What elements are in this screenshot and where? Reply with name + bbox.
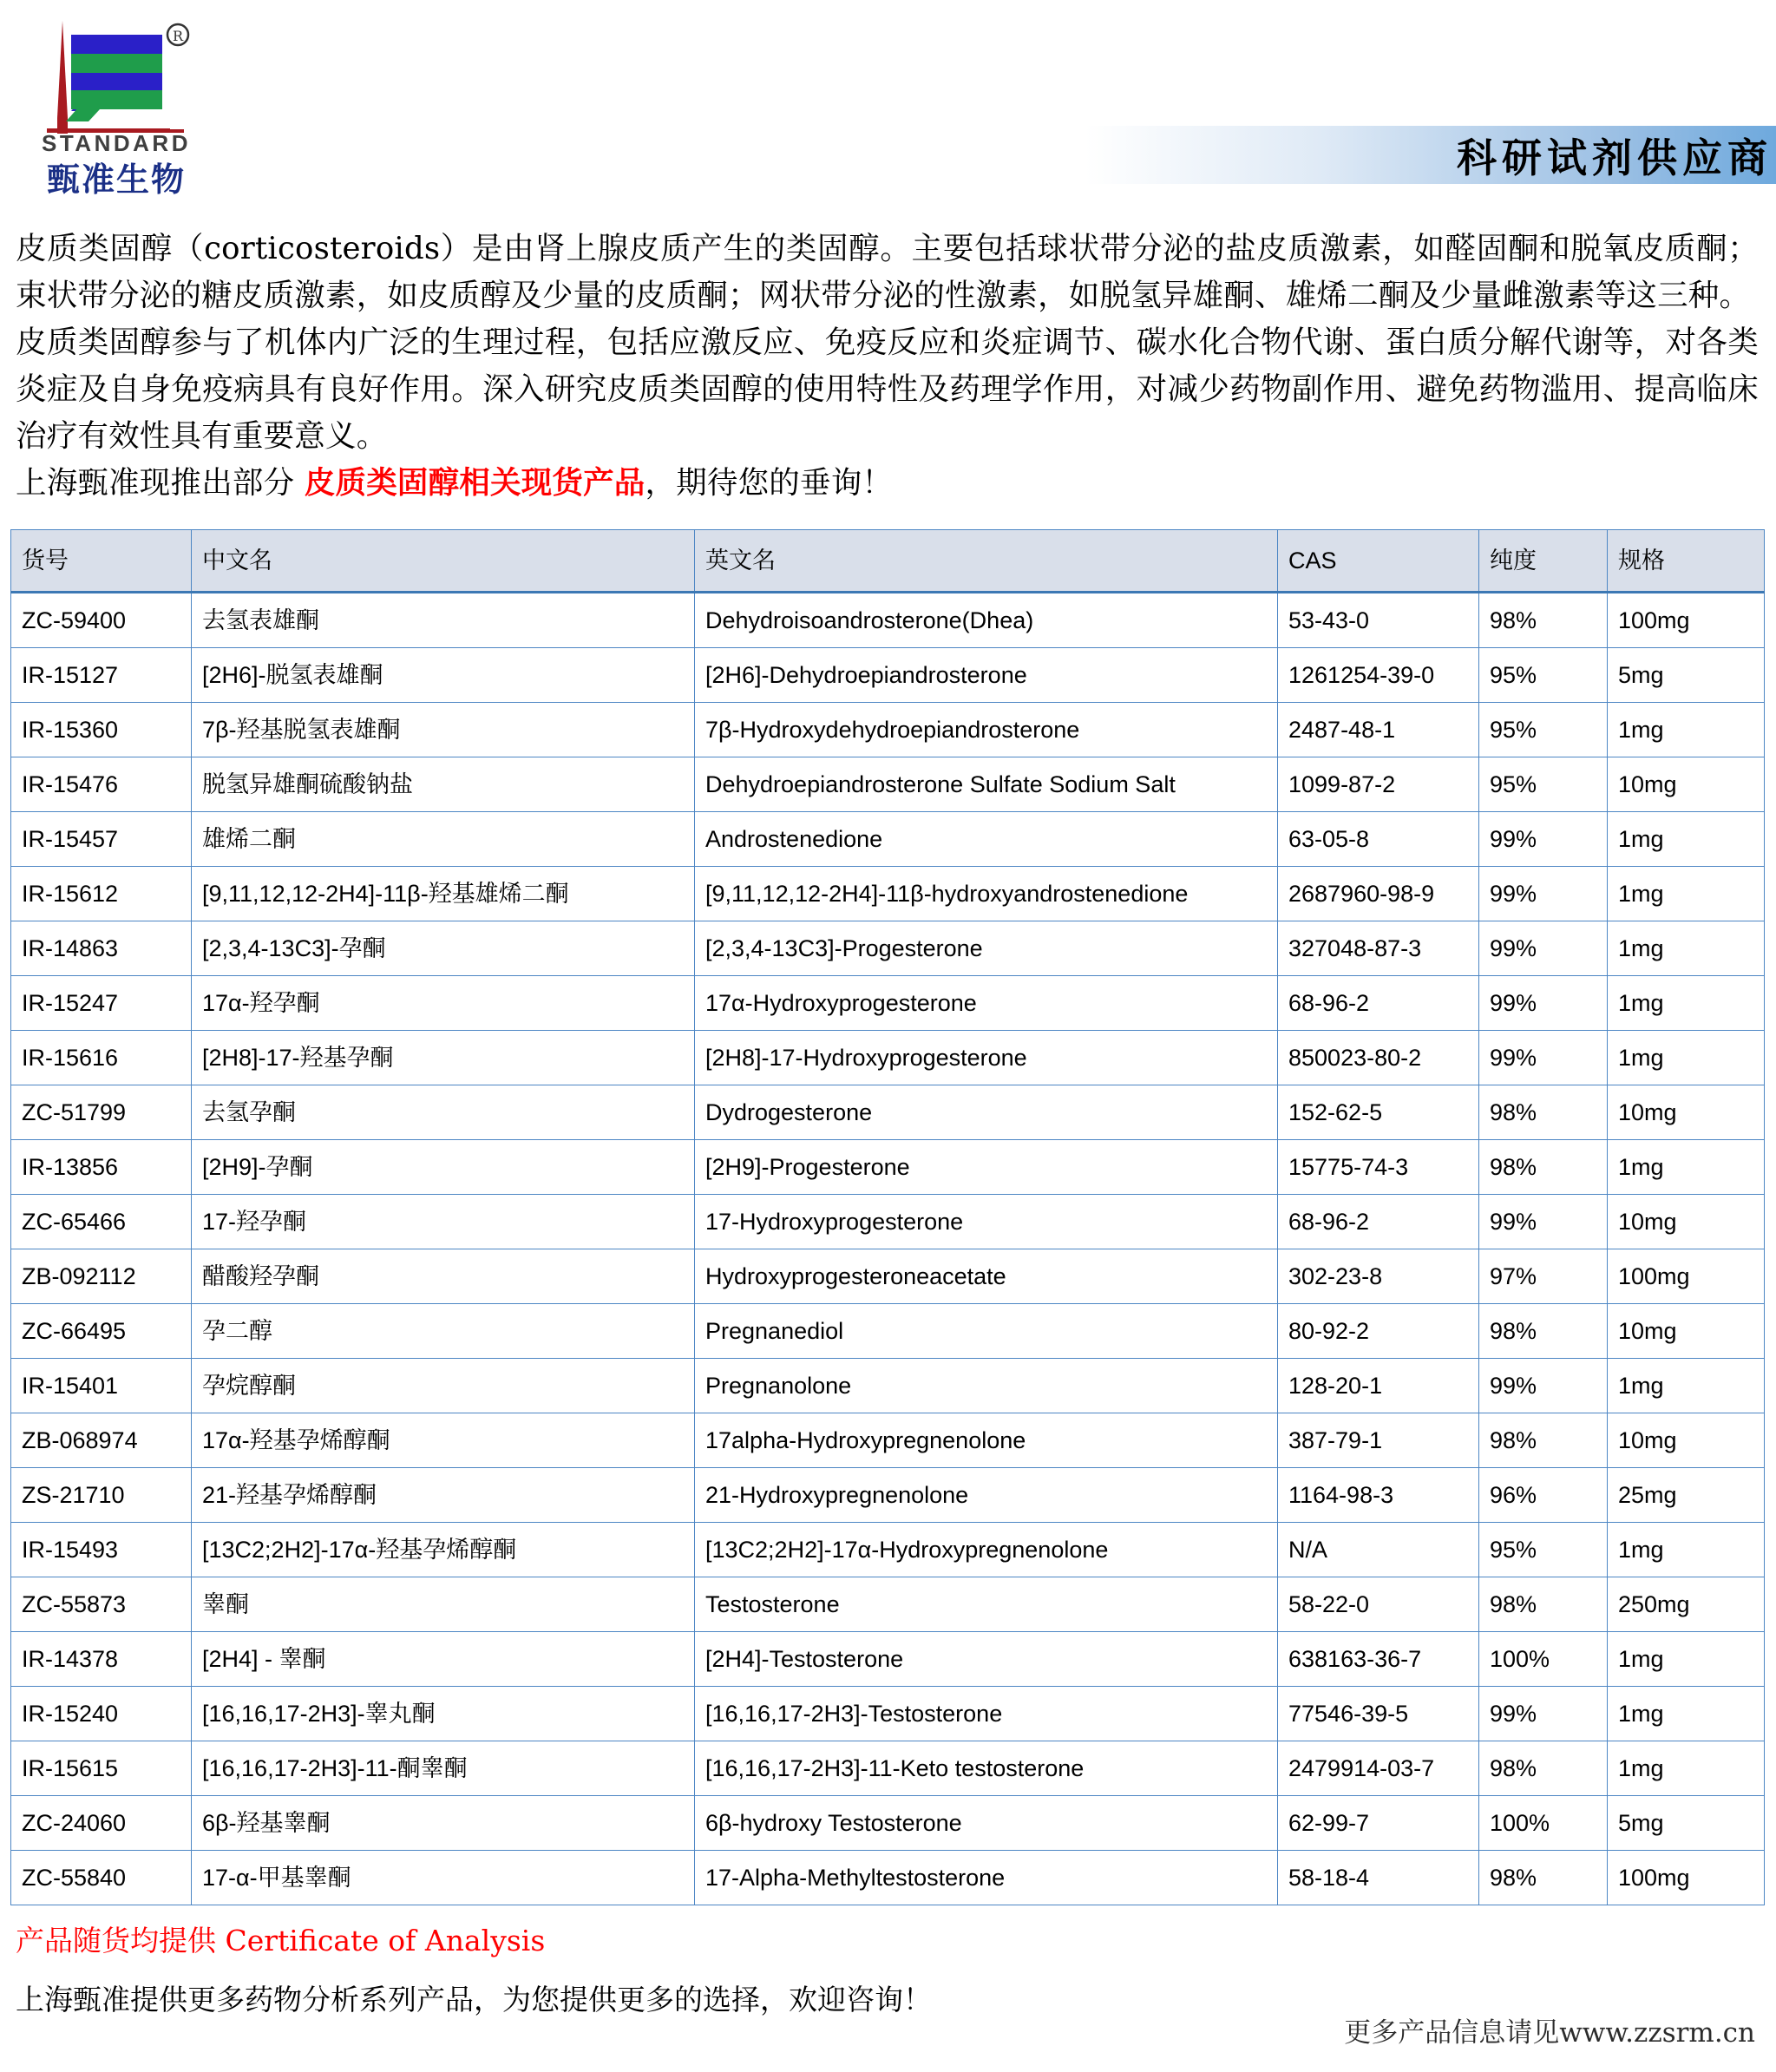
svg-text:甄准生物: 甄准生物 (46, 161, 187, 199)
cell-english-name: Pregnanolone (695, 1359, 1278, 1413)
cell-purity: 99% (1479, 812, 1608, 867)
cell-catalog: ZB-092112 (11, 1249, 192, 1304)
cell-purity: 98% (1479, 1140, 1608, 1195)
cell-english-name: Dehydroisoandrosterone(Dhea) (695, 593, 1278, 648)
cell-spec: 1mg (1608, 976, 1765, 1031)
cell-english-name: Androstenedione (695, 812, 1278, 867)
table-row (11, 703, 1765, 757)
cell-cas: 2487-48-1 (1278, 703, 1479, 757)
cell-purity: 100% (1479, 1796, 1608, 1851)
cell-purity: 95% (1479, 757, 1608, 812)
cell-spec: 1mg (1608, 1687, 1765, 1741)
cell-catalog: IR-14378 (11, 1632, 192, 1687)
cell-spec: 25mg (1608, 1468, 1765, 1523)
cell-spec: 1mg (1608, 812, 1765, 867)
cell-chinese-name: 21-羟基孕烯醇酮 (192, 1468, 695, 1523)
table-row (11, 1249, 1765, 1304)
cell-catalog: ZB-068974 (11, 1413, 192, 1468)
cell-purity: 98% (1479, 1413, 1608, 1468)
header-banner-text: 科研试剂供应商 (1457, 134, 1773, 181)
intro-p3-before: 上海甄准现推出部分 (16, 465, 305, 501)
cell-spec: 1mg (1608, 1523, 1765, 1577)
cell-chinese-name: 6β-羟基睾酮 (192, 1796, 695, 1851)
table-row (11, 1085, 1765, 1140)
cell-chinese-name: 17-羟孕酮 (192, 1195, 695, 1249)
cell-spec: 1mg (1608, 1359, 1765, 1413)
intro-paragraph-1: 皮质类固醇（corticosteroids）是由肾上腺皮质产生的类固醇。主要包括球状带分泌的盐皮质激素，如醛固酮和脱氧皮质酮；束状带分泌的糖皮质激素，如皮质醇及少量的皮质酮；网状带分泌的性激素，如脱氢异雄酮、雄烯二酮及少量雌激素等这三种。 (16, 231, 1759, 313)
footer-website-text: 更多产品信息请见www.zzsrm.cn (1344, 2017, 1755, 2049)
cell-cas: 1164-98-3 (1278, 1468, 1479, 1523)
cell-chinese-name: [2H9]-孕酮 (192, 1140, 695, 1195)
cell-catalog: IR-15240 (11, 1687, 192, 1741)
cell-purity: 99% (1479, 976, 1608, 1031)
cell-spec: 10mg (1608, 757, 1765, 812)
column-header-english-name: 英文名 (695, 530, 1278, 593)
cell-cas: 80-92-2 (1278, 1304, 1479, 1359)
cell-english-name: Hydroxyprogesteroneacetate (695, 1249, 1278, 1304)
table-row (11, 1468, 1765, 1523)
table-row (11, 648, 1765, 703)
cell-catalog: IR-15127 (11, 648, 192, 703)
cell-purity: 95% (1479, 1523, 1608, 1577)
table-row (11, 1523, 1765, 1577)
page-header (0, 0, 1776, 226)
intro-section (16, 226, 1759, 507)
intro-paragraph-2: 皮质类固醇参与了机体内广泛的生理过程，包括应激反应、免疫反应和炎症调节、碳水化合物代谢、蛋白质分解代谢等，对各类炎症及自身免疫病具有良好作用。深入研究皮质类固醇的使用特性及药理学作用，对减少药物副作用、避免药物滥用、提高临床治疗有效性具有重要意义。 (16, 325, 1759, 454)
cell-chinese-name: 17α-羟基孕烯醇酮 (192, 1413, 695, 1468)
cell-chinese-name: 脱氢异雄酮硫酸钠盐 (192, 757, 695, 812)
cell-catalog: ZC-24060 (11, 1796, 192, 1851)
product-table-wrapper (10, 529, 1766, 1905)
cell-chinese-name: [2H6]-脱氢表雄酮 (192, 648, 695, 703)
product-table-head (11, 530, 1765, 593)
cell-english-name: [9,11,12,12-2H4]-11β-hydroxyandrostenedione (695, 867, 1278, 921)
cell-catalog: ZC-51799 (11, 1085, 192, 1140)
table-row (11, 1413, 1765, 1468)
table-row (11, 757, 1765, 812)
cell-chinese-name: [16,16,17-2H3]-11-酮睾酮 (192, 1741, 695, 1796)
cell-purity: 99% (1479, 867, 1608, 921)
cell-english-name: 17-Alpha-Methyltestosterone (695, 1851, 1278, 1905)
cell-english-name: 17-Hydroxyprogesterone (695, 1195, 1278, 1249)
table-header-row (11, 530, 1765, 593)
table-row (11, 812, 1765, 867)
cell-spec: 1mg (1608, 1140, 1765, 1195)
table-row (11, 1851, 1765, 1905)
cell-purity: 98% (1479, 593, 1608, 648)
cell-spec: 10mg (1608, 1304, 1765, 1359)
cell-purity: 98% (1479, 1741, 1608, 1796)
column-header-purity: 纯度 (1479, 530, 1608, 593)
cell-spec: 1mg (1608, 867, 1765, 921)
cell-purity: 99% (1479, 1031, 1608, 1085)
column-header-spec: 规格 (1608, 530, 1765, 593)
cell-cas: 2479914-03-7 (1278, 1741, 1479, 1796)
cell-purity: 99% (1479, 1687, 1608, 1741)
cell-catalog: ZC-55873 (11, 1577, 192, 1632)
column-header-chinese-name: 中文名 (192, 530, 695, 593)
cell-cas: 2687960-98-9 (1278, 867, 1479, 921)
cell-catalog: IR-15247 (11, 976, 192, 1031)
cell-cas: N/A (1278, 1523, 1479, 1577)
cell-english-name: [2H6]-Dehydroepiandrosterone (695, 648, 1278, 703)
cell-catalog: ZC-55840 (11, 1851, 192, 1905)
cell-purity: 97% (1479, 1249, 1608, 1304)
intro-p3-after: ，期待您的垂询！ (645, 465, 894, 501)
cell-chinese-name: [2,3,4-13C3]-孕酮 (192, 921, 695, 976)
svg-text:STANDARD: STANDARD (42, 130, 191, 156)
svg-text:R: R (172, 28, 184, 44)
cell-cas: 327048-87-3 (1278, 921, 1479, 976)
cell-english-name: [2H8]-17-Hydroxyprogesterone (695, 1031, 1278, 1085)
table-row (11, 1359, 1765, 1413)
cell-english-name: [2H4]-Testosterone (695, 1632, 1278, 1687)
product-table (10, 529, 1765, 1905)
cell-english-name: 7β-Hydroxydehydroepiandrosterone (695, 703, 1278, 757)
column-header-catalog: 货号 (11, 530, 192, 593)
cell-spec: 10mg (1608, 1195, 1765, 1249)
cell-catalog: IR-14863 (11, 921, 192, 976)
cell-purity: 100% (1479, 1632, 1608, 1687)
cell-english-name: [16,16,17-2H3]-11-Keto testosterone (695, 1741, 1278, 1796)
cell-english-name: [16,16,17-2H3]-Testosterone (695, 1687, 1278, 1741)
cell-english-name: 17α-Hydroxyprogesterone (695, 976, 1278, 1031)
header-banner (1041, 126, 1776, 184)
cell-cas: 68-96-2 (1278, 976, 1479, 1031)
table-row (11, 867, 1765, 921)
cell-spec: 5mg (1608, 648, 1765, 703)
cell-cas: 1099-87-2 (1278, 757, 1479, 812)
cell-purity: 99% (1479, 921, 1608, 976)
cell-chinese-name: 17α-羟孕酮 (192, 976, 695, 1031)
cell-english-name: [2,3,4-13C3]-Progesterone (695, 921, 1278, 976)
table-row (11, 593, 1765, 648)
cell-chinese-name: 去氢表雄酮 (192, 593, 695, 648)
product-table-body (11, 593, 1765, 1905)
cell-cas: 1261254-39-0 (1278, 648, 1479, 703)
cell-chinese-name: 去氢孕酮 (192, 1085, 695, 1140)
cell-spec: 100mg (1608, 1851, 1765, 1905)
cell-chinese-name: 孕烷醇酮 (192, 1359, 695, 1413)
cell-english-name: Dydrogesterone (695, 1085, 1278, 1140)
column-header-cas: CAS (1278, 530, 1479, 593)
cell-catalog: IR-15616 (11, 1031, 192, 1085)
cell-cas: 68-96-2 (1278, 1195, 1479, 1249)
cell-cas: 152-62-5 (1278, 1085, 1479, 1140)
cell-chinese-name: 7β-羟基脱氢表雄酮 (192, 703, 695, 757)
cell-english-name: Pregnanediol (695, 1304, 1278, 1359)
cell-spec: 250mg (1608, 1577, 1765, 1632)
cell-cas: 53-43-0 (1278, 593, 1479, 648)
intro-paragraph-3 (16, 460, 1759, 507)
cell-purity: 95% (1479, 648, 1608, 703)
cell-purity: 96% (1479, 1468, 1608, 1523)
cell-cas: 63-05-8 (1278, 812, 1479, 867)
cell-cas: 302-23-8 (1278, 1249, 1479, 1304)
cell-chinese-name: [9,11,12,12-2H4]-11β-羟基雄烯二酮 (192, 867, 695, 921)
cell-cas: 387-79-1 (1278, 1413, 1479, 1468)
table-row (11, 1195, 1765, 1249)
footer-coa-text: 产品随货均提供 Certificate of Analysis (16, 1924, 546, 1957)
cell-chinese-name: [2H8]-17-羟基孕酮 (192, 1031, 695, 1085)
cell-spec: 100mg (1608, 1249, 1765, 1304)
cell-chinese-name: [2H4] - 睾酮 (192, 1632, 695, 1687)
cell-catalog: IR-15401 (11, 1359, 192, 1413)
cell-english-name: [2H9]-Progesterone (695, 1140, 1278, 1195)
cell-purity: 98% (1479, 1085, 1608, 1140)
logo-graphic (26, 7, 278, 215)
cell-spec: 10mg (1608, 1413, 1765, 1468)
cell-purity: 98% (1479, 1851, 1608, 1905)
cell-purity: 99% (1479, 1195, 1608, 1249)
cell-purity: 98% (1479, 1577, 1608, 1632)
table-row (11, 1687, 1765, 1741)
cell-chinese-name: 孕二醇 (192, 1304, 695, 1359)
cell-cas: 77546-39-5 (1278, 1687, 1479, 1741)
cell-spec: 1mg (1608, 703, 1765, 757)
cell-catalog: ZS-21710 (11, 1468, 192, 1523)
table-row (11, 1632, 1765, 1687)
cell-english-name: 21-Hydroxypregnenolone (695, 1468, 1278, 1523)
footer-note-text: 上海甄准提供更多药物分析系列产品，为您提供更多的选择，欢迎咨询！ (16, 1983, 932, 2016)
cell-chinese-name: 雄烯二酮 (192, 812, 695, 867)
cell-chinese-name: 醋酸羟孕酮 (192, 1249, 695, 1304)
cell-catalog: ZC-65466 (11, 1195, 192, 1249)
cell-spec: 10mg (1608, 1085, 1765, 1140)
company-logo (26, 7, 278, 215)
page-footer (16, 1921, 1759, 2020)
cell-spec: 1mg (1608, 1741, 1765, 1796)
cell-catalog: IR-15476 (11, 757, 192, 812)
table-row (11, 921, 1765, 976)
intro-p3-highlight: 皮质类固醇相关现货产品 (304, 465, 646, 501)
cell-catalog: ZC-66495 (11, 1304, 192, 1359)
cell-cas: 15775-74-3 (1278, 1140, 1479, 1195)
cell-spec: 1mg (1608, 1031, 1765, 1085)
table-row (11, 1140, 1765, 1195)
cell-english-name: 17alpha-Hydroxypregnenolone (695, 1413, 1278, 1468)
table-row (11, 1577, 1765, 1632)
cell-spec: 5mg (1608, 1796, 1765, 1851)
cell-catalog: IR-15457 (11, 812, 192, 867)
cell-spec: 1mg (1608, 921, 1765, 976)
cell-cas: 62-99-7 (1278, 1796, 1479, 1851)
cell-english-name: 6β-hydroxy Testosterone (695, 1796, 1278, 1851)
cell-english-name: [13C2;2H2]-17α-Hydroxypregnenolone (695, 1523, 1278, 1577)
cell-english-name: Dehydroepiandrosterone Sulfate Sodium Salt (695, 757, 1278, 812)
table-row (11, 1741, 1765, 1796)
cell-catalog: IR-15493 (11, 1523, 192, 1577)
cell-chinese-name: [13C2;2H2]-17α-羟基孕烯醇酮 (192, 1523, 695, 1577)
table-row (11, 976, 1765, 1031)
cell-catalog: IR-15612 (11, 867, 192, 921)
table-row (11, 1304, 1765, 1359)
cell-cas: 128-20-1 (1278, 1359, 1479, 1413)
cell-chinese-name: 17-α-甲基睾酮 (192, 1851, 695, 1905)
cell-spec: 1mg (1608, 1632, 1765, 1687)
cell-cas: 850023-80-2 (1278, 1031, 1479, 1085)
cell-purity: 95% (1479, 703, 1608, 757)
cell-chinese-name: 睾酮 (192, 1577, 695, 1632)
cell-purity: 99% (1479, 1359, 1608, 1413)
cell-cas: 638163-36-7 (1278, 1632, 1479, 1687)
table-row (11, 1796, 1765, 1851)
cell-catalog: IR-15360 (11, 703, 192, 757)
cell-chinese-name: [16,16,17-2H3]-睾丸酮 (192, 1687, 695, 1741)
cell-catalog: ZC-59400 (11, 593, 192, 648)
cell-spec: 100mg (1608, 593, 1765, 648)
table-row (11, 1031, 1765, 1085)
cell-cas: 58-22-0 (1278, 1577, 1479, 1632)
cell-cas: 58-18-4 (1278, 1851, 1479, 1905)
cell-english-name: Testosterone (695, 1577, 1278, 1632)
cell-purity: 98% (1479, 1304, 1608, 1359)
cell-catalog: IR-15615 (11, 1741, 192, 1796)
cell-catalog: IR-13856 (11, 1140, 192, 1195)
